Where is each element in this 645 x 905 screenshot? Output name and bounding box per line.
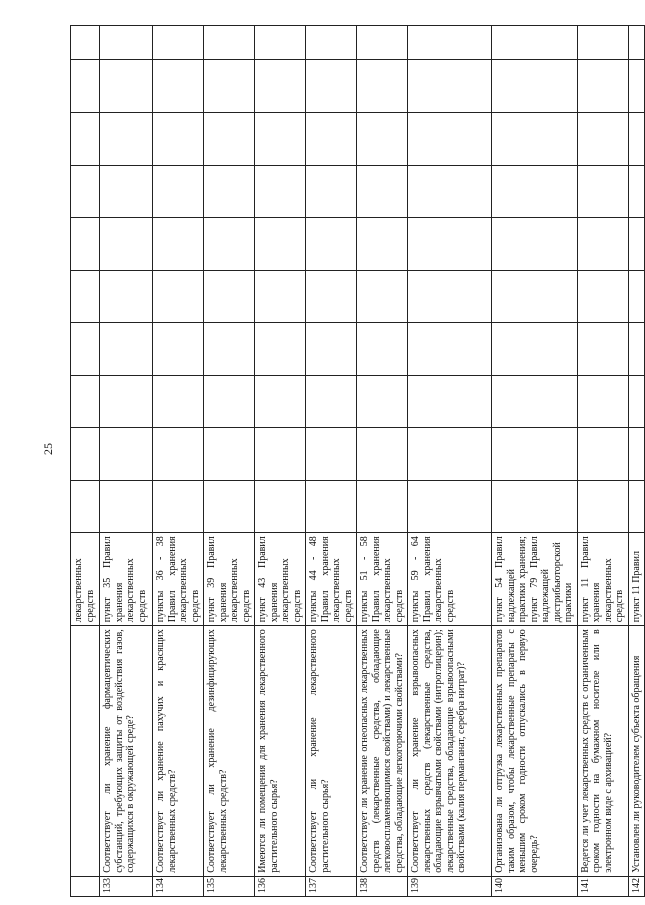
table-row <box>71 26 100 897</box>
table-row <box>357 26 408 897</box>
table-row <box>408 26 492 897</box>
question-text: Имеются ли помещения для хранения лекарственного растительного сырья? <box>255 626 306 877</box>
empty-cell <box>71 270 100 323</box>
row-number: 134 <box>153 876 204 896</box>
question-text: Организована ли отгрузка лекарственных препаратов таким образом, чтобы лекарственные препараты с меньшим сроком годности отпускались в первую очередь? <box>492 626 578 877</box>
row-number: 140 <box>492 876 578 896</box>
question-cell <box>71 626 100 877</box>
empty-cell <box>71 480 100 533</box>
question-text: Соответствует ли хранение взрывоопасных лекарственных средств (лекарственные средства, обладающие взрывчатыми свойствами (нитроглицерин); лекарственные средства, обладающие взрывоопасными свойствами (калия перманганат, серебра нитрат)? <box>408 626 492 877</box>
reference-text: пункт 39 Правил хранения лекарственных средств <box>204 533 255 626</box>
question-text: Установлен ли руководителем субъекта обращения <box>628 626 645 877</box>
row-number: 141 <box>577 876 628 896</box>
question-text: Соответствует ли хранение лекарственного растительного сырья? <box>306 626 357 877</box>
table-row <box>153 26 204 897</box>
checklist-table <box>70 25 645 897</box>
empty-cell <box>71 113 100 166</box>
reference-text: пункт 43 Правил хранения лекарственных средств <box>255 533 306 626</box>
empty-cell <box>71 26 100 60</box>
row-number: 139 <box>408 876 492 896</box>
empty-cell <box>71 165 100 218</box>
table-row <box>628 26 645 897</box>
reference-cell: лекарственных средств <box>71 533 100 626</box>
empty-cell <box>71 323 100 376</box>
table-row <box>204 26 255 897</box>
num-cell <box>71 876 100 896</box>
row-number: 135 <box>204 876 255 896</box>
table-row <box>577 26 628 897</box>
checklist-table-wrapper <box>70 25 642 897</box>
reference-text: пункты 59 - 64 Правил хранения лекарственных средств <box>408 533 492 626</box>
empty-cell <box>71 60 100 113</box>
question-text: Соответствует ли хранение дезинфицирующих лекарственных средств? <box>204 626 255 877</box>
question-text: Соответствует ли хранение фармацевтических субстанций, требующих защиты от воздействия газов, содержащихся в окружающей среде? <box>100 626 153 877</box>
table-row <box>100 26 153 897</box>
reference-text: пункты 44 - 48 Правил хранения лекарственных средств <box>306 533 357 626</box>
reference-text: пункты 36 - 38 Правил хранения лекарственных средств <box>153 533 204 626</box>
row-number: 133 <box>100 876 153 896</box>
row-number: 137 <box>306 876 357 896</box>
row-number: 142 <box>628 876 645 896</box>
table-row <box>255 26 306 897</box>
table-row <box>492 26 578 897</box>
reference-text: пункт 11 Правил хранения лекарственных средств <box>577 533 628 626</box>
empty-cell <box>71 218 100 271</box>
empty-cell <box>71 375 100 428</box>
question-text: Соответствует ли хранение пахучих и красящих лекарственных средств? <box>153 626 204 877</box>
table-row <box>306 26 357 897</box>
reference-text: пункт 35 Правил хранения лекарственных средств <box>100 533 153 626</box>
page-number: 25 <box>41 443 55 455</box>
reference-text: пункты 51 - 58 Правил хранения лекарственных средств <box>357 533 408 626</box>
question-text: Ведется ли учет лекарственных средств с ограниченным сроком годности на бумажном носителе или в электронном виде с архивацией? <box>577 626 628 877</box>
row-number: 138 <box>357 876 408 896</box>
reference-text: пункт 11 Правил <box>628 533 645 626</box>
row-number: 136 <box>255 876 306 896</box>
question-text: Соответствует ли хранение огнеопасных лекарственных средств (лекарственные средства, обладающие легковоспламеняющимися свойствами) и лекарственные средства, обладающие легкогорючими свойствами? <box>357 626 408 877</box>
reference-text: пункт 54 Правил надлежащей практики хранения; пункт 79 Правил надлежащей дистрибьюторской практики <box>492 533 578 626</box>
empty-cell <box>71 428 100 481</box>
